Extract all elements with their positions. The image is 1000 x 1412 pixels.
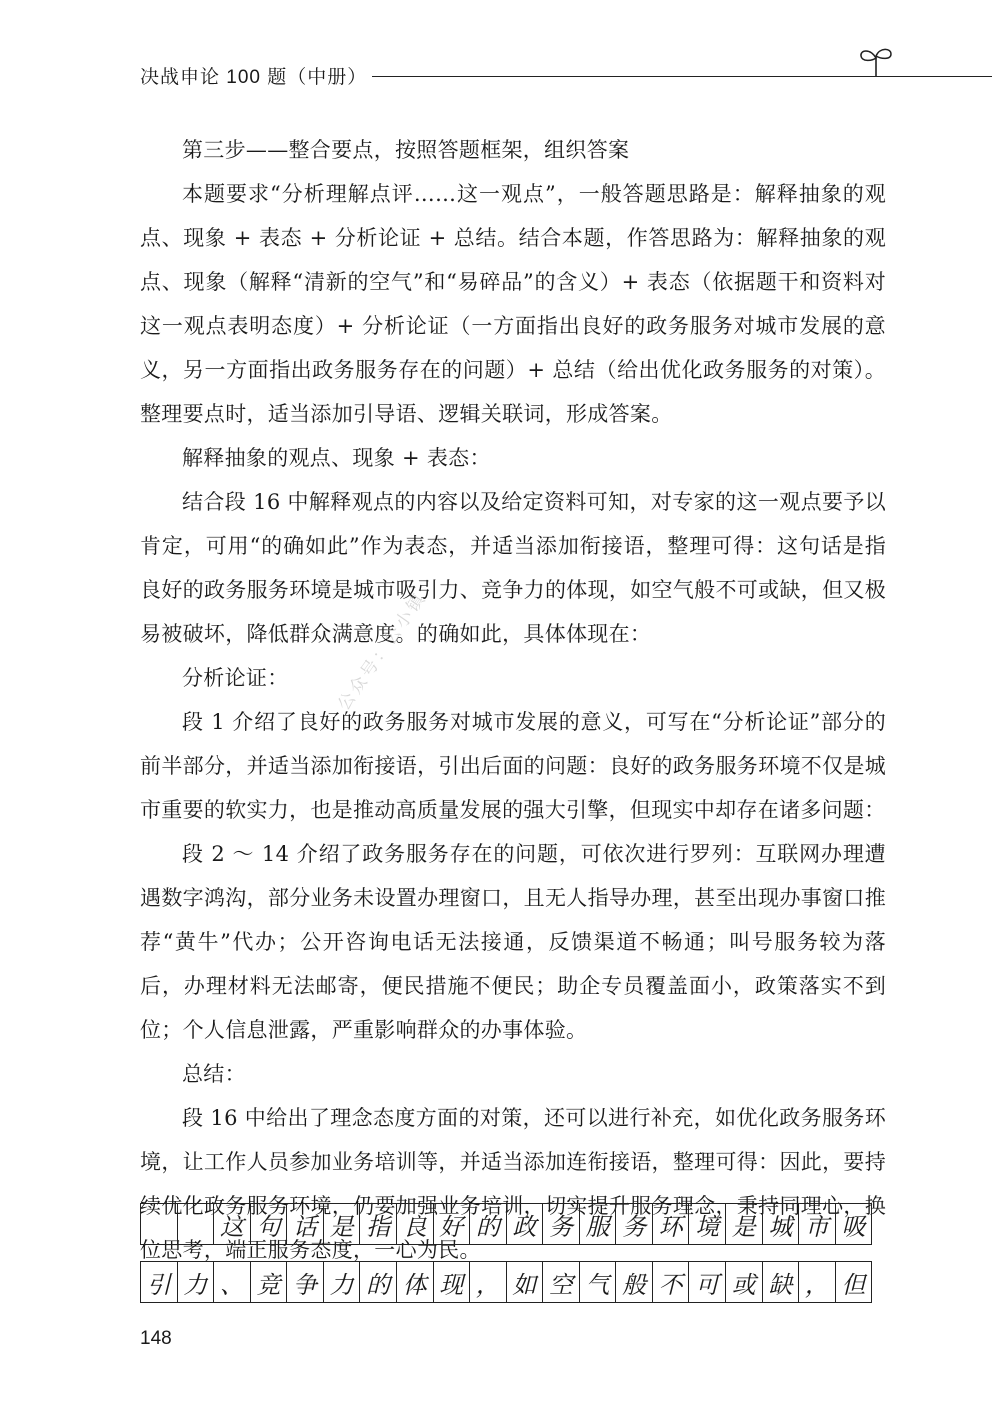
grid-cell: ，	[798, 1261, 835, 1303]
grid-cell: 是	[725, 1203, 762, 1245]
grid-cell: 城	[762, 1203, 799, 1245]
sprout-icon	[858, 44, 894, 78]
grid-cell: 力	[323, 1261, 360, 1303]
grid-cell: 的	[469, 1203, 506, 1245]
grid-cell: 指	[359, 1203, 396, 1245]
paragraph: 段 16 中给出了理念态度方面的对策，还可以进行补充，如优化政务服务环境，让工作人员参加业务培训等，并适当添加连衔接语，整理可得：因此，要持续优化政务服务环境，仍要加强业务培训，切实提升服务理念，秉持同理心，换位思考，端正服务态度，一心为民。	[140, 1106, 886, 1262]
grid-cell: 是	[323, 1203, 360, 1245]
grid-cell: 可	[688, 1261, 725, 1303]
paragraph: 本题要求“分析理解点评……这一观点”，一般答题思路是：解释抽象的观点、现象 + 表态 + 分析论证 + 总结。结合本题，作答思路为：解释抽象的观点、现象（解释“清新的空气”和“易碎品”的含义）+ 表态（依据题干和资料对这一观点表明态度）+ 分析论证（一方面指出良好的政务服务对城市发展的意义，另一方面指出政务服务存在的问题）+ 总结（给出优化政务服务的对策）。整理要点时，适当添加引导语、逻辑关联词，形成答案。	[140, 182, 886, 426]
grid-cell: 竞	[250, 1261, 287, 1303]
grid-cell: 如	[506, 1261, 543, 1303]
subheading: 解释抽象的观点、现象 + 表态：	[182, 446, 491, 470]
grid-cell: 好	[433, 1203, 470, 1245]
grid-cell: 般	[615, 1261, 652, 1303]
grid-cell: 争	[286, 1261, 323, 1303]
grid-cell: 或	[725, 1261, 762, 1303]
grid-cell: 这	[213, 1203, 250, 1245]
grid-cell: 空	[542, 1261, 579, 1303]
grid-cell: 市	[798, 1203, 835, 1245]
grid-cell: 体	[396, 1261, 433, 1303]
grid-cell: 力	[177, 1261, 214, 1303]
grid-cell: 良	[396, 1203, 433, 1245]
answer-grid-row	[140, 1203, 887, 1245]
subheading: 总结：	[182, 1062, 246, 1086]
grid-cell: 话	[286, 1203, 323, 1245]
grid-cell: 不	[652, 1261, 689, 1303]
answer-grid-row	[140, 1261, 887, 1303]
grid-cell: 现	[433, 1261, 470, 1303]
grid-cell: 引	[140, 1261, 177, 1303]
paragraph: 结合段 16 中解释观点的内容以及给定资料可知，对专家的这一观点要予以肯定，可用“的确如此”作为表态，并适当添加衔接语，整理可得：这句话是指良好的政务服务环境是城市吸引力、竞争力的体现，如空气般不可或缺，但又极易被破坏，降低群众满意度。的确如此，具体体现在：	[140, 490, 886, 646]
page-number: 148	[140, 1328, 172, 1349]
step-heading: 第三步——整合要点，按照答题框架，组织答案	[182, 138, 630, 162]
paragraph: 段 2 ～ 14 介绍了政务服务存在的问题，可依次进行罗列：互联网办理遭遇数字鸿沟，部分业务未设置办理窗口，且无人指导办理，甚至出现办事窗口推荐“黄牛”代办；公开咨询电话无法接通，反馈渠道不畅通；叫号服务较为落后，办理材料无法邮寄，便民措施不便民；助企专员覆盖面小，政策落实不到位；个人信息泄露，严重影响群众的办事体验。	[140, 842, 886, 1042]
grid-cell	[140, 1203, 177, 1245]
watermark: 公众号：公小镇	[334, 588, 431, 715]
grid-cell: 但	[835, 1261, 873, 1303]
grid-cell: 务	[615, 1203, 652, 1245]
paragraph: 段 1 介绍了良好的政务服务对城市发展的意义，可写在“分析论证”部分的前半部分，并适当添加衔接语，引出后面的问题：良好的政务服务环境不仅是城市重要的软实力，也是推动高质量发展的强大引擎，但现实中却存在诸多问题：	[140, 710, 886, 822]
grid-cell: 缺	[762, 1261, 799, 1303]
grid-cell: 务	[542, 1203, 579, 1245]
grid-cell: ，	[469, 1261, 506, 1303]
grid-cell: 句	[250, 1203, 287, 1245]
header-rule	[372, 76, 992, 77]
grid-cell: 、	[213, 1261, 250, 1303]
grid-cell: 环	[652, 1203, 689, 1245]
subheading: 分析论证：	[182, 666, 289, 690]
main-content	[140, 128, 886, 1272]
grid-cell: 服	[579, 1203, 616, 1245]
grid-cell: 境	[688, 1203, 725, 1245]
grid-cell: 吸	[835, 1203, 873, 1245]
grid-cell: 的	[359, 1261, 396, 1303]
grid-cell	[177, 1203, 214, 1245]
book-title: 决战申论 100 题（中册）	[140, 67, 368, 88]
grid-cell: 气	[579, 1261, 616, 1303]
page-header	[140, 58, 900, 98]
grid-cell: 政	[506, 1203, 543, 1245]
